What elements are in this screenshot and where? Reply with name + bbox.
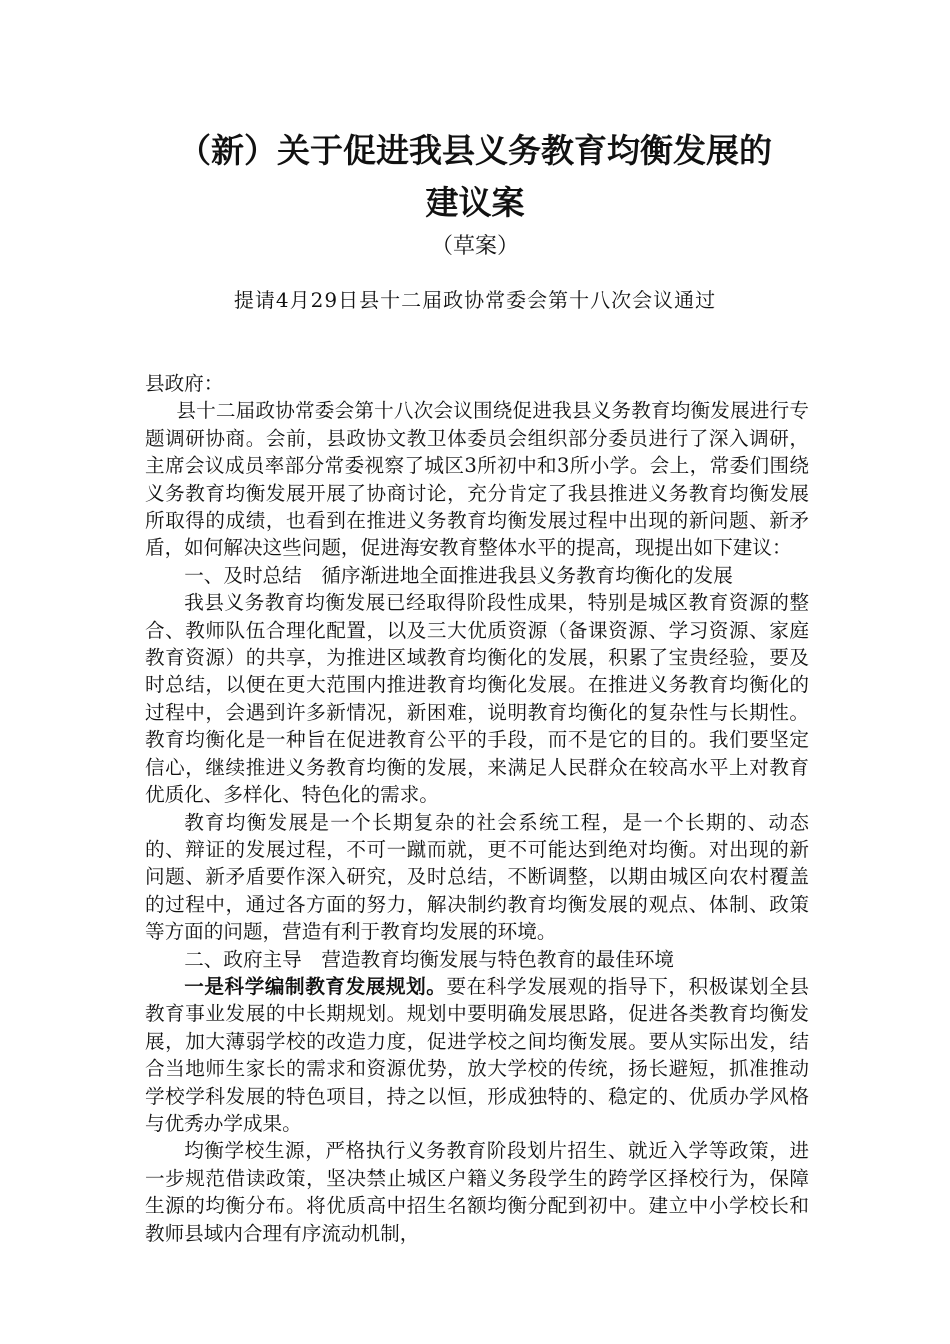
section-2-paragraph-1: [145, 973, 809, 1137]
section-1-paragraph-1: 我县义务教育均衡发展已经取得阶段性成果，特别是城区教育资源的整合、教师队伍合理化配置，以及三大优质资源（备课资源、学习资源、家庭教育资源）的共享，为推进区域教育均衡化的发展，积累了宝贵经验，要及时总结，以便在更大范围内推进教育均衡化发展。在推进义务教育均衡化的过程中，会遇到许多新情况，新困难，说明教育均衡化的复杂性与长期性。教育均衡化是一种旨在促进教育公平的手段，而不是它的目的。我们要坚定信心，继续推进义务教育均衡的发展，来满足人民群众在较高水平上对教育优质化、多样化、特色化的需求。: [145, 591, 809, 807]
approval-line: 提请4月29日县十二届政协常委会第十八次会议通过: [233, 288, 717, 312]
document-title-line-2: 建议案: [425, 183, 525, 222]
document-title-line-1: （新）关于促进我县义务教育均衡发展的: [178, 131, 772, 170]
section-2-heading: 二、政府主导 营造教育均衡发展与特色教育的最佳环境: [184, 947, 675, 971]
section-1-heading: 一、及时总结 循序渐进地全面推进我县义务教育均衡化的发展: [184, 563, 733, 587]
document-subtitle: （草案）: [430, 234, 519, 259]
document-body: [145, 370, 809, 1247]
section-2-lead-bold: 一是科学编制教育发展规划。: [184, 974, 447, 998]
section-2-paragraph-1-text: 要在科学发展观的指导下，积极谋划全县教育事业发展的中长期规划。规划中要明确发展思路，促进各类教育均衡发展，加大薄弱学校的改造力度，促进学校之间均衡发展。要从实际出发，结合当地师生家长的需求和资源优势，放大学校的传统，扬长避短，抓准推动学校学科发展的特色项目，持之以恒，形成独特的、稳定的、优质办学风格与优秀办学成果。: [145, 974, 810, 1135]
salutation: 县政府：: [145, 372, 224, 395]
section-1-paragraph-2: 教育均衡发展是一个长期复杂的社会系统工程，是一个长期的、动态的、辩证的发展过程，不可一蹴而就，更不可能达到绝对均衡。对出现的新问题、新矛盾要作深入研究，及时总结，不断调整，以期由城区向农村覆盖的过程中，通过各方面的努力，解决制约教育均衡发展的观点、体制、政策等方面的问题，营造有利于教育均发展的环境。: [145, 810, 809, 944]
intro-paragraph: 县十二届政协常委会第十八次会议围绕促进我县义务教育均衡发展进行专题调研协商。会前，县政协文教卫体委员会组织部分委员进行了深入调研，主席会议成员率部分常委视察了城区3所初中和3所小学。会上，常委们围绕义务教育均衡发展开展了协商讨论，充分肯定了我县推进义务教育均衡发展所取得的成绩，也看到在推进义务教育均衡发展过程中出现的新问题、新矛盾，如何解决这些问题，促进海安教育整体水平的提高，现提出如下建议：: [145, 399, 809, 560]
section-2-paragraph-2: 均衡学校生源，严格执行义务教育阶段划片招生、就近入学等政策，进一步规范借读政策，坚决禁止城区户籍义务段学生的跨学区择校行为，保障生源的均衡分布。将优质高中招生名额均衡分配到初中。建立中小学校长和教师县域内合理有序流动机制，: [145, 1139, 809, 1245]
